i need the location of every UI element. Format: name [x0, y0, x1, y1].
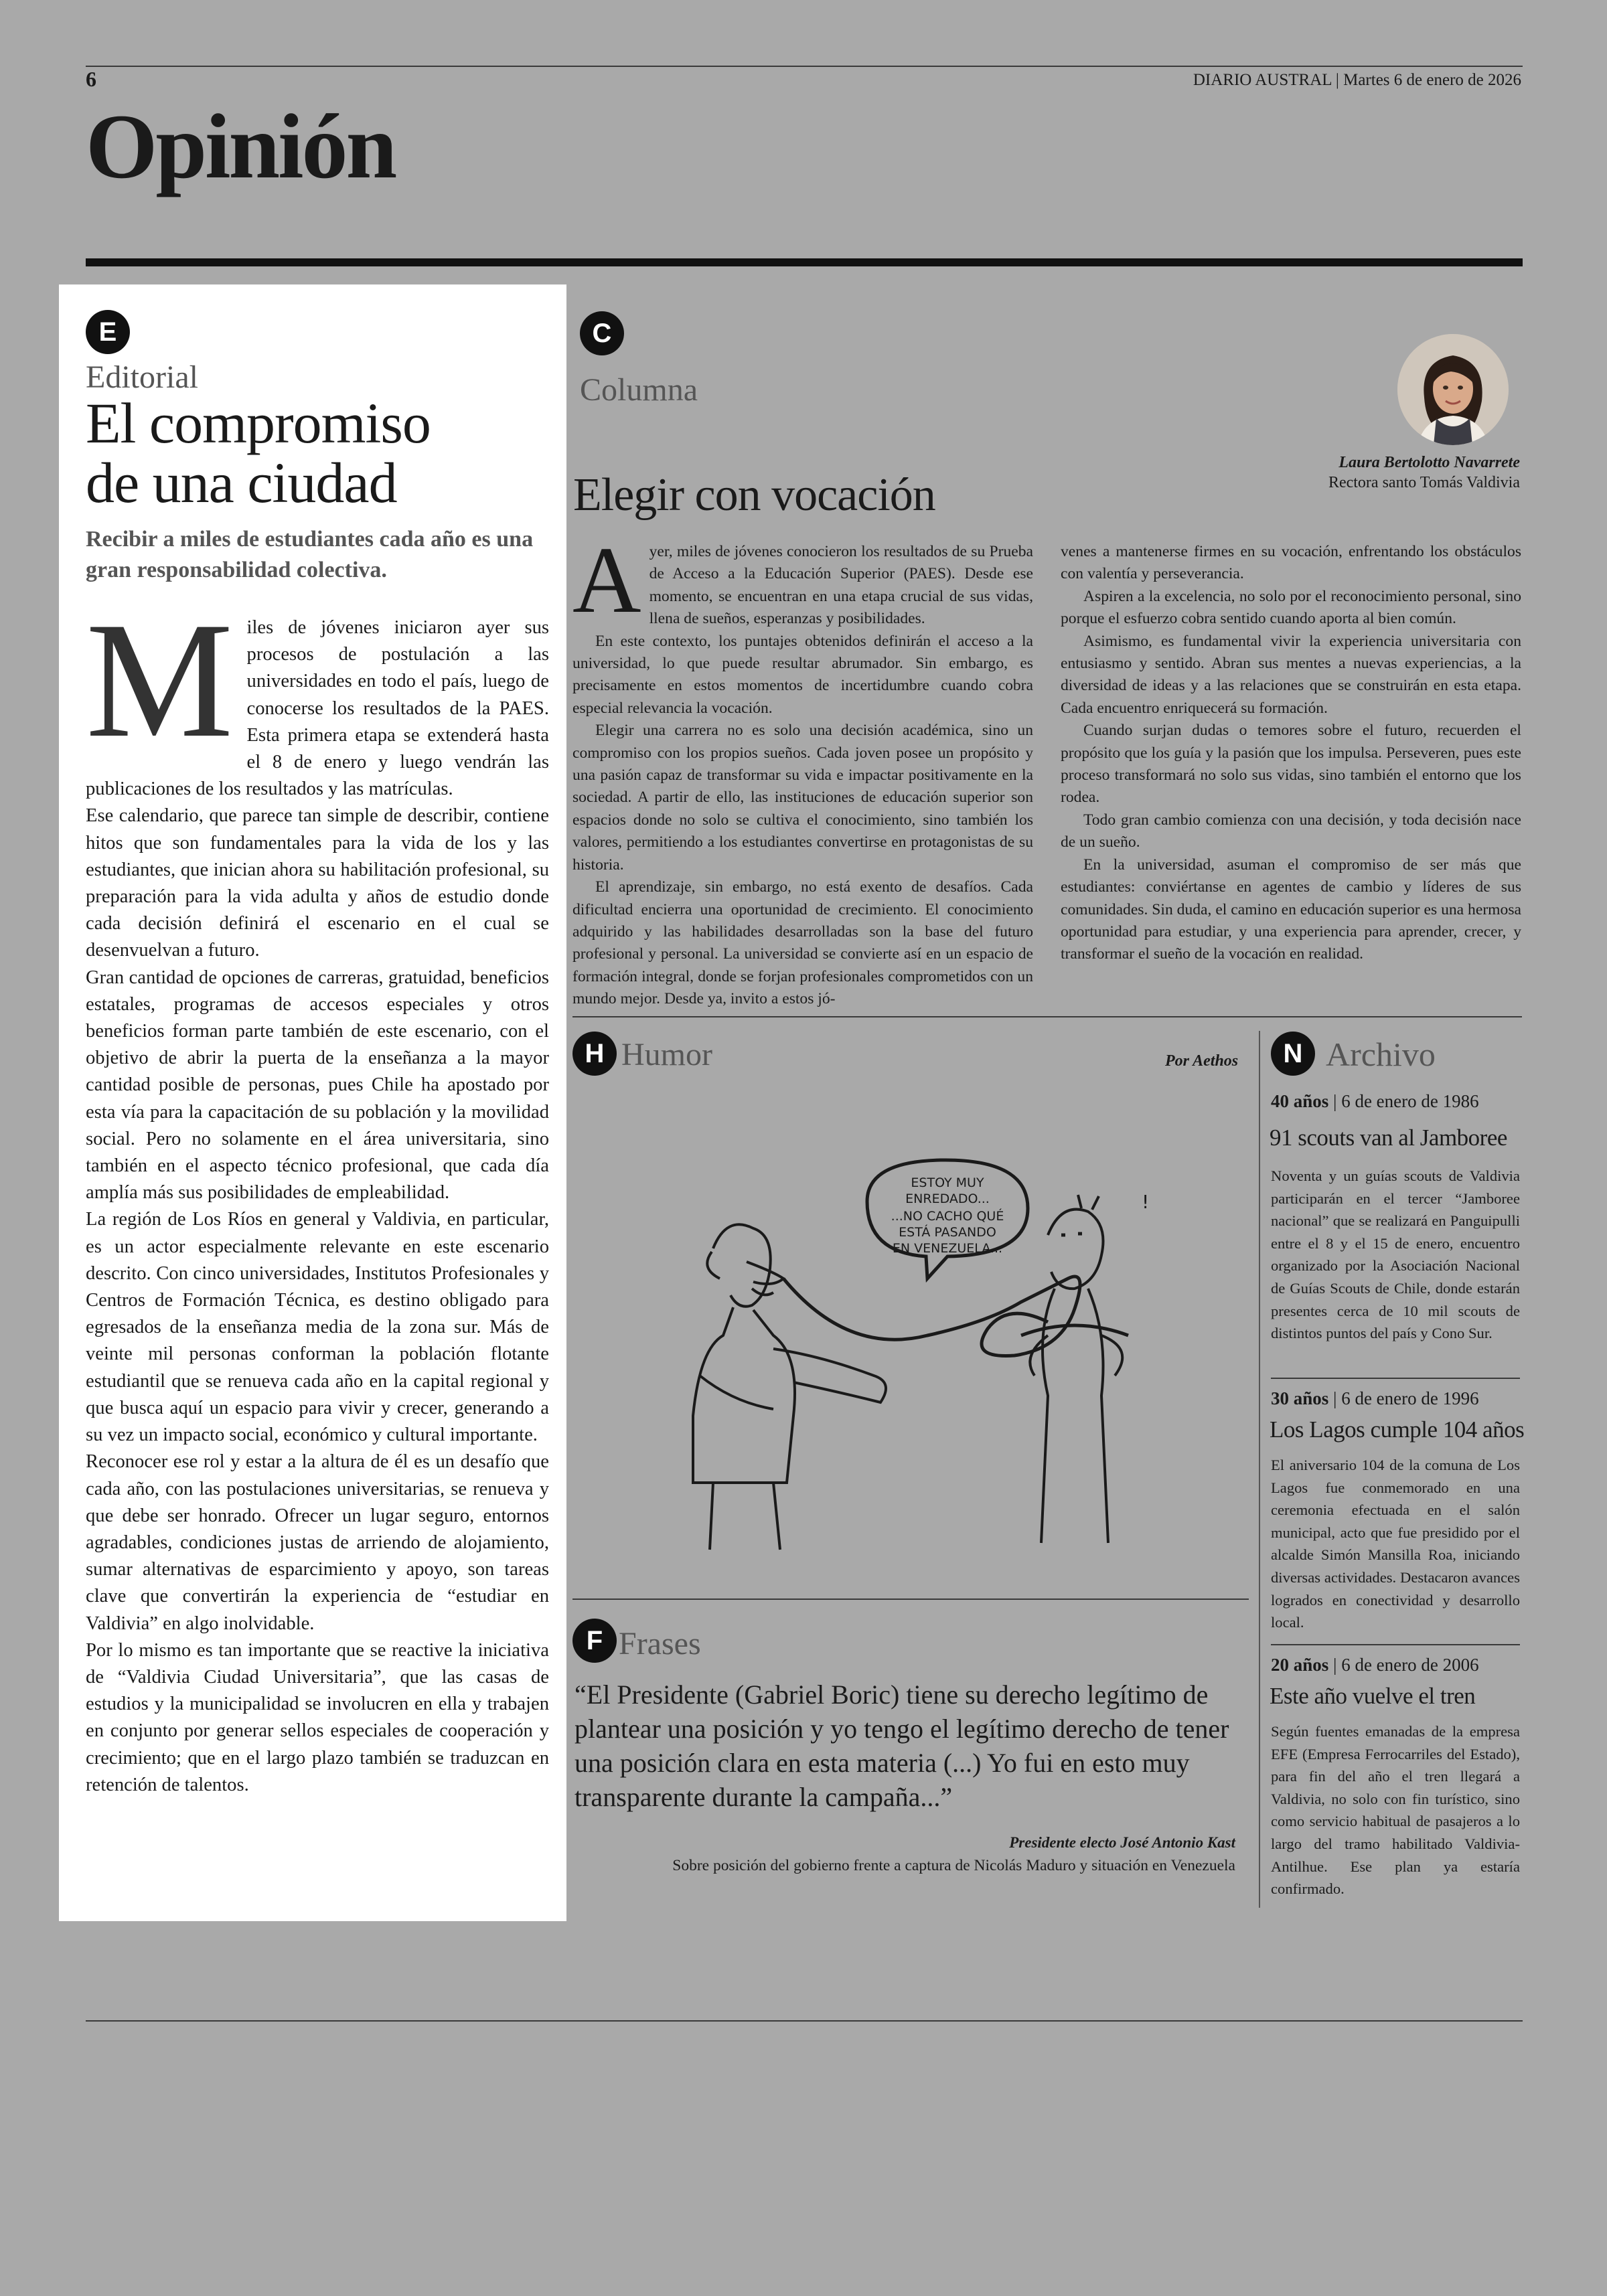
frases-quote: “El Presidente (Gabriel Boric) tiene su derecho legítimo de plantear una posición y yo tengo el legítimo derecho de tener una posición clara en esta materia (...) Yo fui en esto muy transparente durante la campaña...”: [575, 1679, 1229, 1812]
archivo-entry-headline: Este año vuelve el tren: [1270, 1683, 1476, 1709]
bubble-line: ESTOY MUY: [911, 1175, 984, 1190]
archivo-rule: [1271, 1644, 1520, 1645]
editorial-paragraph: Por lo mismo es tan importante que se reactive la iniciativa de “Valdivia Ciudad Universitaria”, que las casas de estudios y la municipalidad se involucren en ella y trabajen en conjunto por generar sellos especiales de cooperación y crecimiento; que en el largo plazo también se traduzcan en retención de talentos.: [86, 1639, 549, 1795]
column-paragraph: Aspiren a la excelencia, no solo por el reconocimiento personal, sino porque el esfuerzo cobra sentido cuando aporta al bien común.: [1061, 587, 1521, 628]
archivo-entry-date: 40 años | 6 de enero de 1986: [1271, 1091, 1479, 1111]
humor-title: Humor: [621, 1037, 712, 1072]
page-number: 6: [86, 67, 96, 91]
archivo-entry-headline: Los Lagos cumple 104 años: [1270, 1416, 1525, 1443]
column-paragraph: Asimismo, es fundamental vivir la experiencia universitaria con entusiasmo y sentido. Abran sus mentes a nuevas experiencias, a la diversidad de ideas y a las relaciones que se construirán en esta etapa. Cada encuentro enriquecerá su formación.: [1061, 632, 1521, 717]
archivo-divider: [1259, 1031, 1260, 1908]
frases-attribution: Presidente electo José Antonio Kast: [1009, 1834, 1235, 1851]
editorial-deck: Recibir a miles de estudiantes cada año es una gran responsabilidad colectiva.: [86, 527, 534, 582]
editorial-headline-line2: de una ciudad: [86, 450, 397, 515]
editorial-kicker: Editorial: [86, 359, 198, 395]
editorial-paragraph: Reconocer ese rol y estar a la altura de él es un desafío que cada año, con las postulaciones universitarias, se renueva y que debe ser honrado. Ofrecer un lugar seguro, entornos agradables, condiciones justas de arriendo de alojamiento, sumar alternativas de esparcimiento y apoyo, son tareas clave que convertirán la experiencia de “estudiar en Valdivia” en algo inolvidable.: [86, 1451, 549, 1634]
editorial-paragraph: Miles de jóvenes iniciaron ayer sus procesos de postulación a las universidades en todo el país, luego de conocerse los resultados de la PAES. Esta primera etapa se extenderá hasta el 8 de enero y luego vendrán las publicaciones de los resultados y las matrículas.: [86, 588, 549, 800]
paper-name: DIARIO AUSTRAL: [1193, 71, 1332, 89]
top-rule: [86, 66, 1523, 67]
cartoon-drawing-icon: [673, 1135, 1182, 1563]
column-headline: Elegir con vocación: [573, 469, 935, 521]
column-paragraph: Ayer, miles de jóvenes conocieron los resultados de su Prueba de Acceso a la Educación Superior (PAES). Desde ese momento, se encuentran en una etapa crucial de sus vidas, llena de sueños, esperanzas y posibilidades.: [572, 527, 1033, 633]
column-kicker: Columna: [580, 372, 698, 408]
archivo-title: Archivo: [1326, 1036, 1436, 1073]
archivo-entry-body: El aniversario 104 de la comuna de Los Lagos fue conmemorado en una ceremonia efectuada en el salón municipal, acto que fue presidido por el alcalde Simón Mansilla Roa, iniciando diversas actividades. Destacaron avances logrados en conectividad y desarrollo local.: [1271, 1457, 1520, 1631]
archivo-entry-date: 20 años | 6 de enero de 2006: [1271, 1655, 1479, 1675]
column-author-role: Rectora santo Tomás Valdivia: [1328, 474, 1520, 491]
frases-badge: F: [572, 1619, 617, 1663]
column-paragraph: Elegir una carrera no es solo una decisión académica, sino un compromiso con los propios sueños. Cada joven posee un propósito y una pasión capaz de transformar su vida e impactar positivamente en la sociedad. A partir de ello, las instituciones de educación superior son espacios donde no solo se cultiva el conocimiento, sino también los valores, permitiendo a los estudiantes convertirse en protagonistas de su historia.: [572, 722, 1033, 874]
column-paragraph: En la universidad, asuman el compromiso de ser más que estudiantes: conviértanse en agentes de cambio y líderes de sus comunidades. Sin duda, el camino en educación superior es una hermosa oportunidad para estudiar, y una experiencia para aprender, crecer, y transformar el sueño de la vocación en realidad.: [1061, 855, 1521, 963]
archivo-entry-headline: 91 scouts van al Jamboree: [1270, 1125, 1507, 1151]
archivo-entry-body: Noventa y un guías scouts de Valdivia participarán en el tercer “Jamboree nacional” que se realizará en Panguipulli entre el 8 y el 15 de enero, encuentro organizado por la Asociación Nacional de Guías Scouts de Chile, donde estarán presentes cerca de 10 mil scouts de distintos puntos del país y Cono Sur.: [1271, 1167, 1520, 1342]
column-paragraph: En este contexto, los puntajes obtenidos definirán el acceso a la universidad, lo que puede resultar abrumador. Sin embargo, es precisamente en estos momentos de incertidumbre cuando cobra especial relevancia la vocación.: [572, 632, 1033, 717]
column-paragraph: Todo gran cambio comienza con una decisión, y toda decisión nace de un sueño.: [1061, 811, 1521, 851]
section-heavy-rule: [86, 258, 1523, 266]
editorial-paragraph: Gran cantidad de opciones de carreras, gratuidad, beneficios estatales, programas de accesos especiales y otros beneficios forman parte también de este escenario, con el objetivo de abrir la puerta de la enseñanza a la mayor cantidad posible de personas, pues Chile ha apostado por esta vía para la capacitación de su población y la movilidad social. Pero no solamente en el área universitaria, sino también en el aspecto técnico profesional, que cada día amplía más sus posibilidades de empleabilidad.: [86, 967, 549, 1204]
author-portrait-icon: [1397, 334, 1509, 445]
bubble-line: EN VENEZUELA...: [892, 1241, 1003, 1256]
cartoon: [673, 1135, 1182, 1563]
masthead-line: [1193, 71, 1521, 90]
column-paragraph: Cuando surjan dudas o temores sobre el futuro, recuerden el propósito que los guía y la pasión que los impulsa. Perseveren, pues este proceso transformará no solo sus vidas, sino también el entorno que los rodea.: [1061, 722, 1521, 807]
section-title: Opinión: [86, 95, 396, 197]
author-photo: [1397, 334, 1509, 445]
frases-context: Sobre posición del gobierno frente a captura de Nicolás Maduro y situación en Venezuela: [672, 1857, 1235, 1874]
column-bottom-rule: [572, 1016, 1522, 1017]
bubble-line: ENREDADO...: [905, 1192, 990, 1206]
svg-text:!: !: [1142, 1191, 1150, 1213]
column-badge: C: [580, 311, 624, 355]
editorial-paragraph: Ese calendario, que parece tan simple de describir, contiene hitos que son fundamentales para la vida de los y las estudiantes, que inician ahora su habilitación profesional, su preparación para la vida adulta y años de estudio donde cada decisión definirá el escenario en el cual se desenvuelvan a futuro.: [86, 805, 549, 961]
bottom-rule: [86, 2020, 1523, 2022]
editorial-headline: [86, 391, 554, 515]
humor-credit: Por Aethos: [1165, 1052, 1239, 1070]
editorial-headline-line1: El compromiso: [86, 391, 431, 455]
editorial-body: [86, 588, 549, 1799]
column-body-right: [1061, 541, 1521, 966]
column-paragraph: El aprendizaje, sin embargo, no está exento de desafíos. Cada dificultad encierra una oportunidad de crecimiento. El conocimiento adquirido y las habilidades desarrolladas son la base del futuro profesional y personal. La universidad se convierte así en un espacio de formación integral, donde se forjan profesionales comprometidos con un mundo mejor. Desde ya, invito a estos jó-: [572, 878, 1033, 1008]
humor-badge: H: [572, 1032, 617, 1076]
column-author: Laura Bertolotto Navarrete: [1338, 454, 1520, 471]
editorial-paragraph: La región de Los Ríos en general y Valdivia, en particular, es un actor especialmente relevante en este escenario descrito. Con cinco universidades, Institutos Profesionales y Centros de Formación Técnica, es destino obligado para egresados de la enseñanza media de la zona sur. Más de veinte mil personas conforman la población flotante estudiantil que se renueva cada año en la capital regional y que busca aquí un espacio para vivir y crecer, generando a su vez un impacto social, económico y cultural importante.: [86, 1209, 549, 1446]
archivo-entry-body: Según fuentes emanadas de la empresa EFE (Empresa Ferrocarriles del Estado), para fin del año el tren llegará a Valdivia, no solo con fin turístico, sino como servicio habitual de pasajeros a lo largo del tramo habilitado Valdivia-Antilhue. Ese plan ya estaría confirmado.: [1271, 1723, 1520, 1898]
frases-title: Frases: [619, 1626, 701, 1661]
bubble-line: ESTÁ PASANDO: [899, 1225, 996, 1240]
issue-date: Martes 6 de enero de 2026: [1343, 71, 1521, 89]
column-dropcap: A: [572, 527, 641, 633]
editorial-badge: E: [86, 310, 130, 354]
column-paragraph: venes a mantenerse firmes en su vocación, enfrentando los obstáculos con valentía y perseverancia.: [1061, 543, 1521, 583]
archivo-rule: [1271, 1378, 1520, 1379]
masthead-separator: |: [1335, 71, 1339, 89]
column-body-left: [572, 527, 1033, 1011]
archivo-entry-date: 30 años | 6 de enero de 1996: [1271, 1388, 1479, 1408]
bubble-line: ...NO CACHO QUÉ: [891, 1209, 1004, 1224]
editorial-dropcap: M: [86, 588, 234, 772]
humor-bottom-rule: [572, 1598, 1249, 1600]
archivo-badge: N: [1271, 1032, 1315, 1076]
